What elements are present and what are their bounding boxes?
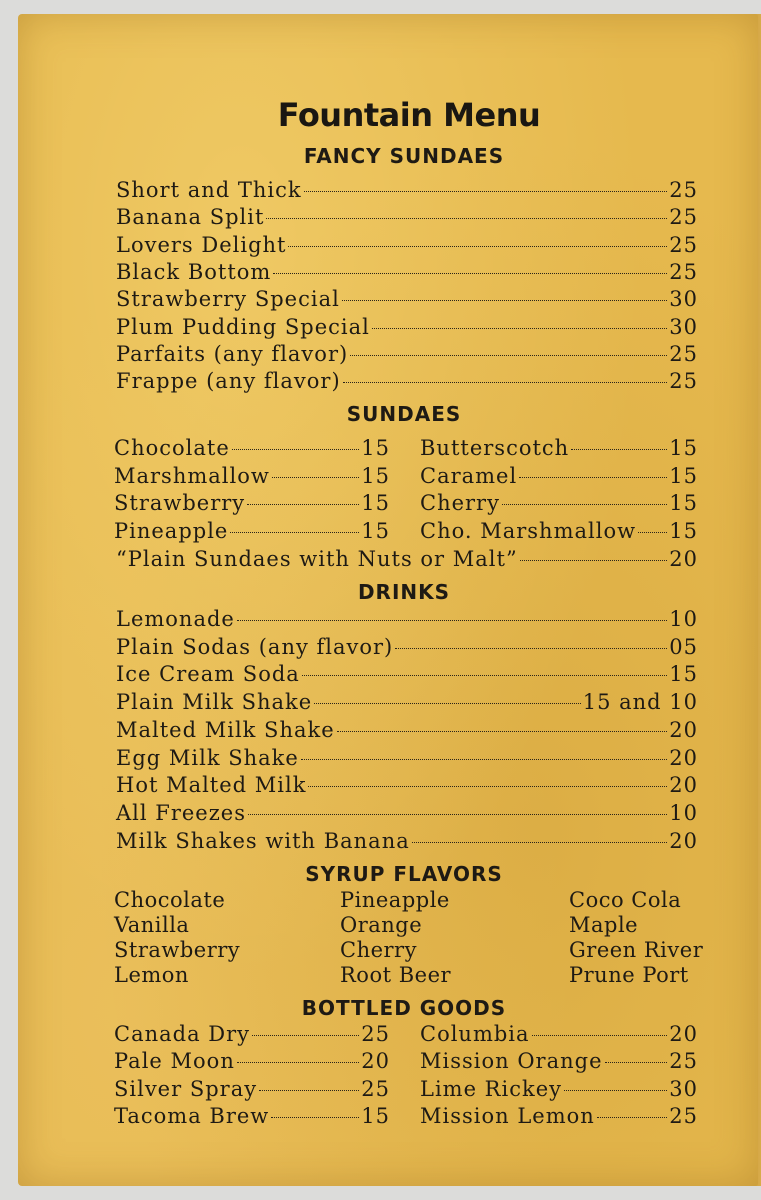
item-price: 30 <box>669 287 698 312</box>
menu-item <box>116 690 698 716</box>
section-heading-syrup-flavors: SYRUP FLAVORS <box>305 862 503 886</box>
item-price: 10 <box>669 607 698 631</box>
menu-title: Fountain Menu <box>277 96 541 134</box>
dot-leader <box>395 648 667 649</box>
item-price: 10 <box>669 800 698 825</box>
menu-item <box>114 1049 390 1075</box>
item-name: Strawberry Special <box>116 287 340 312</box>
dot-leader <box>301 759 667 760</box>
item-price: 15 <box>669 662 698 687</box>
item-price: 30 <box>669 1076 698 1101</box>
dot-leader <box>302 675 667 676</box>
syrup-flavor: Pineapple <box>340 888 450 912</box>
item-price: 15 <box>669 491 698 516</box>
dot-leader <box>232 449 360 450</box>
menu-item <box>420 1104 698 1130</box>
item-price: 25 <box>669 1103 698 1128</box>
dot-leader <box>350 355 667 356</box>
item-name: Parfaits (any flavor) <box>116 341 349 366</box>
section-heading-fancy-sundaes: FANCY SUNDAES <box>303 144 505 168</box>
menu-item <box>114 436 390 462</box>
dot-leader <box>520 560 668 561</box>
dot-leader <box>605 1062 668 1063</box>
item-price: 20 <box>669 773 698 798</box>
item-price: 15 <box>361 519 390 544</box>
item-price: 15 <box>669 519 698 544</box>
menu-item <box>116 662 698 688</box>
item-price: 25 <box>361 1076 390 1101</box>
menu-item <box>114 1022 390 1048</box>
menu-item <box>116 635 698 661</box>
item-name: Plain Milk Shake <box>116 690 313 715</box>
item-price: 20 <box>361 1049 390 1074</box>
item-price: 20 <box>669 745 698 770</box>
item-name: Plain Sodas (any flavor) <box>116 634 394 659</box>
menu-item <box>116 178 698 204</box>
menu-item <box>420 519 698 545</box>
item-price: 25 <box>669 232 698 257</box>
item-price: 25 <box>669 341 698 366</box>
dot-leader <box>237 620 667 621</box>
item-name: Lemonade <box>116 607 235 631</box>
item-name: Caramel <box>420 463 518 488</box>
item-price: 15 <box>669 463 698 488</box>
syrup-flavor: Orange <box>340 913 423 937</box>
menu-item <box>116 260 698 286</box>
menu-item <box>116 287 698 313</box>
item-name: Chocolate <box>114 436 230 460</box>
item-name: Pale Moon <box>114 1049 235 1074</box>
dot-leader <box>247 504 359 505</box>
item-price: 25 <box>669 259 698 284</box>
menu-item <box>420 1077 698 1103</box>
menu-item <box>114 519 390 545</box>
dot-leader <box>273 273 667 274</box>
menu-item <box>116 829 698 855</box>
menu-item <box>116 369 698 395</box>
dot-leader <box>372 328 667 329</box>
menu-item <box>116 315 698 341</box>
item-name: Mission Lemon <box>420 1103 595 1128</box>
syrup-flavor: Root Beer <box>340 963 452 987</box>
item-name: Malted Milk Shake <box>116 717 335 742</box>
menu-card <box>18 14 758 1186</box>
section-heading-sundaes: SUNDAES <box>346 402 462 426</box>
item-price: 15 <box>361 491 390 516</box>
syrup-flavor: Prune Port <box>569 963 689 987</box>
syrup-flavor: Chocolate <box>114 888 226 912</box>
menu-item <box>420 464 698 490</box>
menu-item <box>116 773 698 799</box>
item-name: Cho. Marshmallow <box>420 519 637 544</box>
menu-item <box>116 205 698 231</box>
item-price: 15 <box>361 1103 390 1128</box>
dot-leader <box>271 1117 359 1118</box>
item-name: Canada Dry <box>114 1022 251 1046</box>
item-name: Mission Orange <box>420 1049 603 1074</box>
dot-leader <box>237 1062 359 1063</box>
syrup-flavor: Green River <box>569 938 704 962</box>
syrup-flavor: Maple <box>569 913 639 937</box>
dot-leader <box>337 731 668 732</box>
dot-leader <box>343 382 668 383</box>
item-price: 20 <box>669 828 698 853</box>
item-name: “Plain Sundaes with Nuts or Malt” <box>116 547 518 571</box>
syrup-flavor: Vanilla <box>114 913 190 937</box>
dot-leader <box>272 477 359 478</box>
dot-leader <box>597 1117 667 1118</box>
item-price: 30 <box>669 314 698 339</box>
menu-item <box>420 436 698 462</box>
item-name: Milk Shakes with Banana <box>116 828 410 853</box>
dot-leader <box>259 1090 359 1091</box>
item-name: Cherry <box>420 491 500 516</box>
item-name: Tacoma Brew <box>114 1103 270 1128</box>
item-name: All Freezes <box>116 800 247 825</box>
dot-leader <box>308 786 667 787</box>
item-price: 25 <box>669 1049 698 1074</box>
menu-item <box>116 801 698 827</box>
menu-item <box>114 491 390 517</box>
menu-item <box>114 1077 390 1103</box>
dot-leader <box>288 246 667 247</box>
menu-item <box>116 718 698 744</box>
menu-item <box>114 1104 390 1130</box>
item-name: Short and Thick <box>116 178 302 202</box>
item-name: Columbia <box>420 1022 530 1046</box>
item-price: 25 <box>669 205 698 230</box>
section-heading-bottled-goods: BOTTLED GOODS <box>301 996 507 1020</box>
item-name: Silver Spray <box>114 1076 258 1101</box>
item-price: 15 <box>361 436 390 460</box>
item-price: 15 <box>669 436 698 460</box>
dot-leader <box>304 191 668 192</box>
item-name: Lovers Delight <box>116 232 287 257</box>
item-price: 05 <box>669 634 698 659</box>
item-name: Pineapple <box>114 519 229 544</box>
dot-leader <box>230 532 359 533</box>
syrup-flavor: Cherry <box>340 938 417 962</box>
syrup-flavor: Strawberry <box>114 938 241 962</box>
menu-item <box>420 1022 698 1048</box>
item-name: Lime Rickey <box>420 1076 562 1101</box>
dot-leader <box>532 1035 668 1036</box>
item-name: Black Bottom <box>116 259 272 284</box>
item-name: Egg Milk Shake <box>116 745 299 770</box>
menu-item <box>114 464 390 490</box>
menu-item <box>420 491 698 517</box>
dot-leader <box>252 1035 359 1036</box>
syrup-flavor: Lemon <box>114 963 189 987</box>
item-price: 20 <box>669 547 698 571</box>
dot-leader <box>502 504 667 505</box>
item-price: 15 and 10 <box>582 690 698 715</box>
item-name: Hot Malted Milk <box>116 773 307 798</box>
section-heading-drinks: DRINKS <box>357 580 451 604</box>
item-price: 25 <box>669 178 698 202</box>
item-name: Butterscotch <box>420 436 570 460</box>
item-name: Ice Cream Soda <box>116 662 300 687</box>
menu-item <box>116 233 698 259</box>
dot-leader <box>342 300 667 301</box>
dot-leader <box>412 842 668 843</box>
dot-leader <box>564 1090 667 1091</box>
menu-item <box>116 607 698 633</box>
dot-leader <box>571 449 667 450</box>
menu-item <box>116 342 698 368</box>
item-name: Frappe (any flavor) <box>116 369 341 394</box>
dot-leader <box>266 218 667 219</box>
dot-leader <box>519 477 667 478</box>
syrup-flavor: Coco Cola <box>569 888 682 912</box>
menu-item <box>420 1049 698 1075</box>
item-price: 15 <box>361 463 390 488</box>
dot-leader <box>314 703 581 704</box>
item-name: Banana Split <box>116 205 265 230</box>
menu-item <box>116 746 698 772</box>
item-name: Marshmallow <box>114 463 270 488</box>
item-price: 25 <box>669 369 698 394</box>
item-name: Plum Pudding Special <box>116 314 370 339</box>
dot-leader <box>638 532 667 533</box>
item-price: 20 <box>669 1022 698 1046</box>
dot-leader <box>248 814 667 815</box>
item-name: Strawberry <box>114 491 246 516</box>
item-price: 25 <box>361 1022 390 1046</box>
item-price: 20 <box>669 717 698 742</box>
menu-item <box>116 547 698 573</box>
